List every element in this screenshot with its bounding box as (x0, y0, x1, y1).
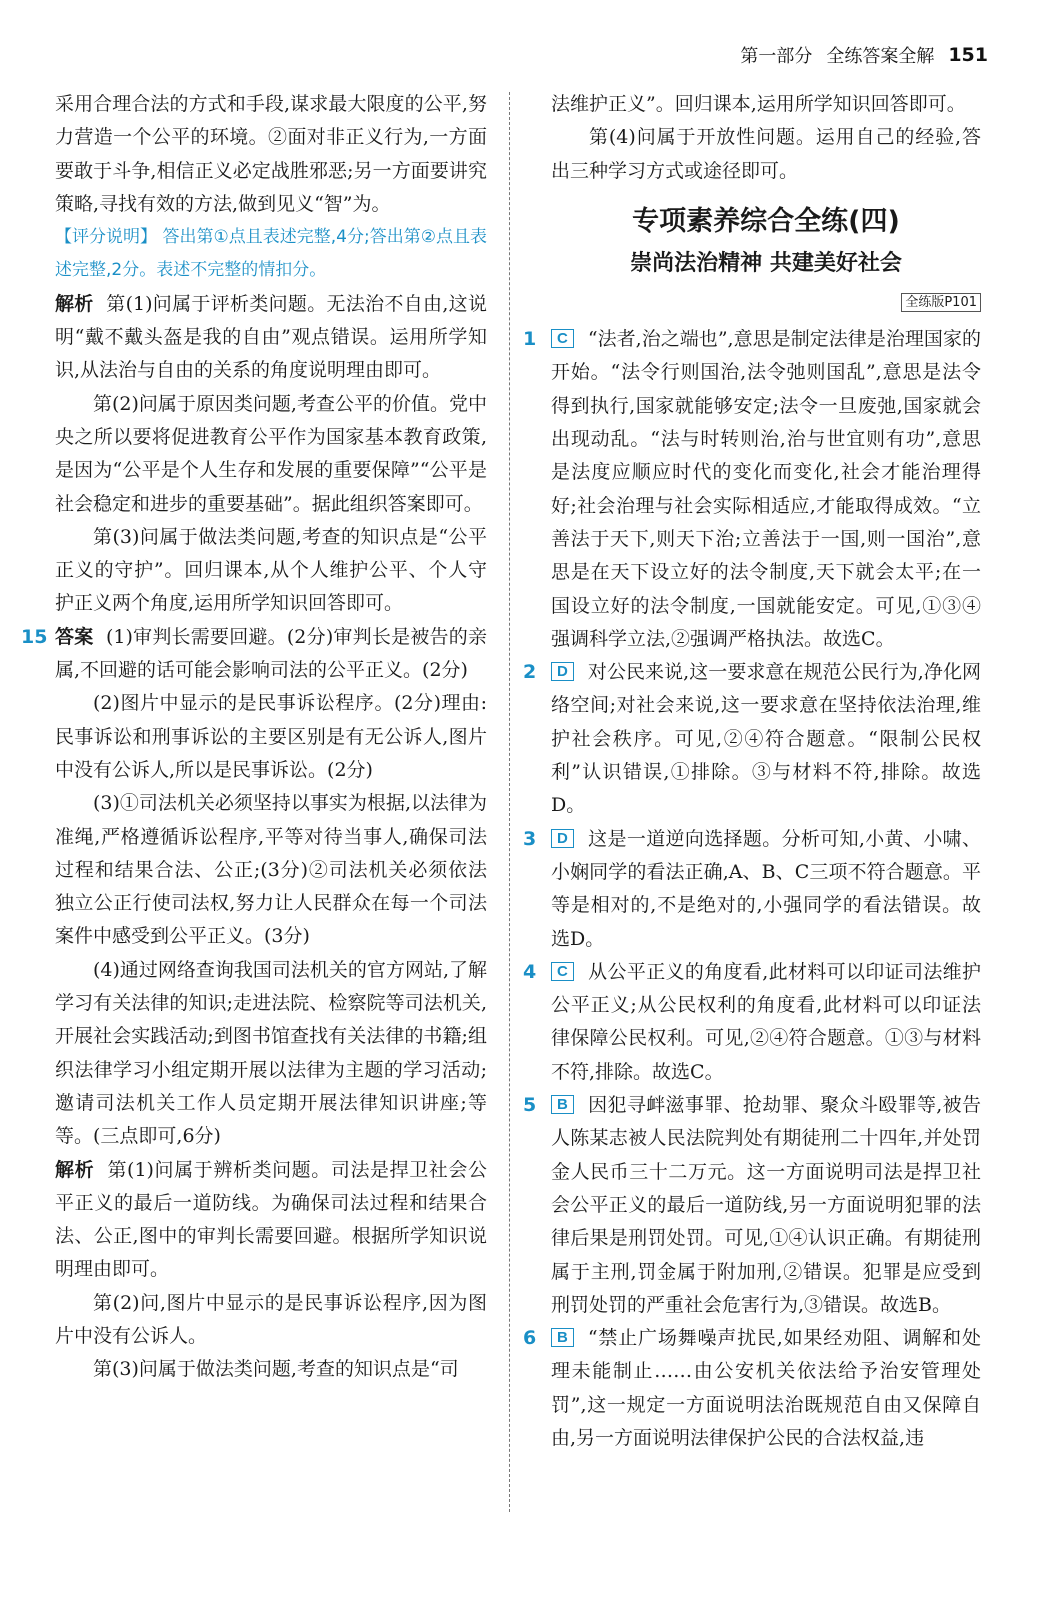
section-ref-box (551, 284, 981, 317)
scoring-note: 【评分说明】 答出第①点且表述完整,4分;答出第②点且表述完整,2分。表述不完整的情扣分。 (55, 227, 487, 281)
answer-label: 答案 (55, 625, 94, 648)
question-number: 3 (523, 827, 537, 850)
answer-badge: C (551, 962, 574, 981)
section-title: 专项素养综合全练(四) (632, 205, 900, 237)
answer-badge: B (551, 1328, 574, 1347)
analysis-label: 解析 (55, 292, 94, 315)
question-2 (523, 656, 981, 822)
question-number: 15 (21, 625, 48, 648)
question-1 (523, 323, 981, 656)
header-section: 第一部分 (740, 46, 813, 67)
question-5 (523, 1089, 981, 1322)
section-subtitle: 崇尚法治精神 共建美好社会 (630, 250, 902, 276)
question-text: D 这是一道逆向选择题。分析可知,小黄、小啸、小娴同学的看法正确,A、B、C三项不符合题意。平等是相对的,不是绝对的,小强同学的看法错误。故选D。 (551, 827, 981, 950)
left-column (21, 88, 487, 1387)
analysis-15-part2: 第(2)问,图片中显示的是民事诉讼程序,因为图片中没有公诉人。 (55, 1291, 487, 1347)
question-text: B “禁止广场舞噪声扰民,如果经劝阻、调解和处理未能制止……由公安机关依法给予治安管理处罚”,这一规定一方面说明法治既规范自由又保障自由,另一方面说明法律保护公民的合法权益,违 (551, 1327, 981, 1449)
question-number: 6 (523, 1327, 537, 1350)
question-number: 2 (523, 661, 537, 684)
question-number: 4 (523, 960, 537, 983)
answer-badge: B (551, 1095, 574, 1114)
header-book-title: 全练答案全解 (826, 46, 935, 67)
answer-continuation: 采用合理合法的方式和手段,谋求最大限度的公平,努力营造一个公平的环境。②面对非正义行为,一方面要敢于斗争,相信正义必定战胜邪恶;另一方面要讲究策略,寻找有效的方法,做到见义“智”为。 (55, 93, 487, 215)
column-divider (509, 92, 510, 1512)
question-text: B 因犯寻衅滋事罪、抢劫罪、聚众斗殴罪等,被告人陈某志被人民法院判处有期徒刑二十四年,并处罚金人民币三十二万元。这一方面说明司法是捍卫社会公平正义的最后一道防线,另一方面说明犯罪的法律后果是刑罚处罚。可见,①④认识正确。有期徒刑属于主刑,罚金属于附加刑,②错误。犯罪是应受到刑罚处罚的严重社会危害行为,③错误。故选B。 (551, 1094, 981, 1316)
right-column (523, 88, 981, 1455)
page-number: 151 (948, 44, 988, 66)
question-6 (523, 1322, 981, 1455)
question-text: C “法者,治之端也”,意思是制定法律是治理国家的开始。“法令行则国治,法令弛则国乱”,意思是法令得到执行,国家就能够安定;法令一旦废弛,国家就会出现动乱。“法与时转则治,治与世宜则有功”,意思是法度应顺应时代的变化而变化,社会才能治理得好;社会治理与社会实际相适应,才能取得成效。“立善法于天下,则天下治;立善法于一国,则一国治”,意思是在天下设立好的法令制度,天下就会太平;在一国设立好的法令制度,一国就能安定。可见,①③④强调科学立法,②强调严格执法。故选C。 (551, 328, 981, 650)
analysis-q2: 第(2)问属于原因类问题,考查公平的价值。党中央之所以要将促进教育公平作为国家基本教育政策,是因为“公平是个人生存和发展的重要保障”“公平是社会稳定和进步的重要基础”。据此组织答案即可。 (55, 392, 487, 515)
analysis-15-part1: 解析 第(1)问属于辨析类问题。司法是捍卫社会公平正义的最后一道防线。为确保司法过程和结果合法、公正,图中的审判长需要回避。根据所学知识说明理由即可。 (55, 1158, 487, 1281)
analysis-label: 解析 (55, 1158, 95, 1181)
answer-badge: D (551, 829, 574, 848)
analysis-q1: 解析 第(1)问属于评析类问题。无法治不自由,这说明“戴不戴头盔是我的自由”观点错误。运用所学知识,从法治与自由的关系的角度说明理由即可。 (55, 292, 487, 382)
answer-badge: D (551, 662, 574, 681)
analysis-15-part3: 第(3)问属于做法类问题,考查的知识点是“司 (93, 1358, 459, 1381)
question-3 (523, 823, 981, 956)
question-number: 5 (523, 1094, 537, 1117)
page-header (740, 40, 988, 70)
answer-15-part2: (2)图片中显示的是民事诉讼程序。(2分)理由:民事诉讼和刑事诉讼的主要区别是有无公诉人,图片中没有公诉人,所以是民事诉讼。(2分) (55, 692, 487, 781)
analysis-q3: 第(3)问属于做法类问题,考查的知识点是“公平正义的守护”。回归课本,从个人维护公平、个人守护正义两个角度,运用所学知识回答即可。 (55, 525, 487, 615)
section-ref: 全练版P101 (901, 293, 981, 312)
question-text: C 从公平正义的角度看,此材料可以印证司法维护公平正义;从公民权利的角度看,此材料可以印证法律保障公民权利。可见,②④符合题意。①③与材料不符,排除。故选C。 (551, 960, 981, 1083)
answer-15-part1: 答案 (1)审判长需要回避。(2分)审判长是被告的亲属,不回避的话可能会影响司法的公平正义。(2分) (55, 625, 487, 682)
answer-15-part4: (4)通过网络查询我国司法机关的官方网站,了解学习有关法律的知识;走进法院、检察院等司法机关,开展社会实践活动;到图书馆查找有关法律的书籍;组织法律学习小组定期开展以法律为主题的学习活动;邀请司法机关工作人员定期开展法律知识讲座;等等。(三点即可,6分) (55, 958, 487, 1148)
analysis-q4: 第(4)问属于开放性问题。运用自己的经验,答出三种学习方式或途径即可。 (551, 126, 981, 182)
question-number: 1 (523, 328, 537, 351)
analysis-continuation: 法维护正义”。回归课本,运用所学知识回答即可。 (551, 93, 966, 115)
question-15 (21, 621, 487, 1387)
answer-15-part3: (3)①司法机关必须坚持以事实为根据,以法律为准绳,严格遵循诉讼程序,平等对待当事人,确保司法过程和结果合法、公正;(3分)②司法机关必须依法独立公正行使司法权,努力让人民群众在每一个司法案件中感受到公平正义。(3分) (55, 792, 487, 948)
answer-badge: C (551, 329, 574, 348)
question-4 (523, 956, 981, 1089)
question-text: D 对公民来说,这一要求意在规范公民行为,净化网络空间;对社会来说,这一要求意在坚持依法治理,维护社会秩序。可见,②④符合题意。“限制公民权利”认识错误,①排除。③与材料不符,排除。故选D。 (551, 661, 981, 817)
